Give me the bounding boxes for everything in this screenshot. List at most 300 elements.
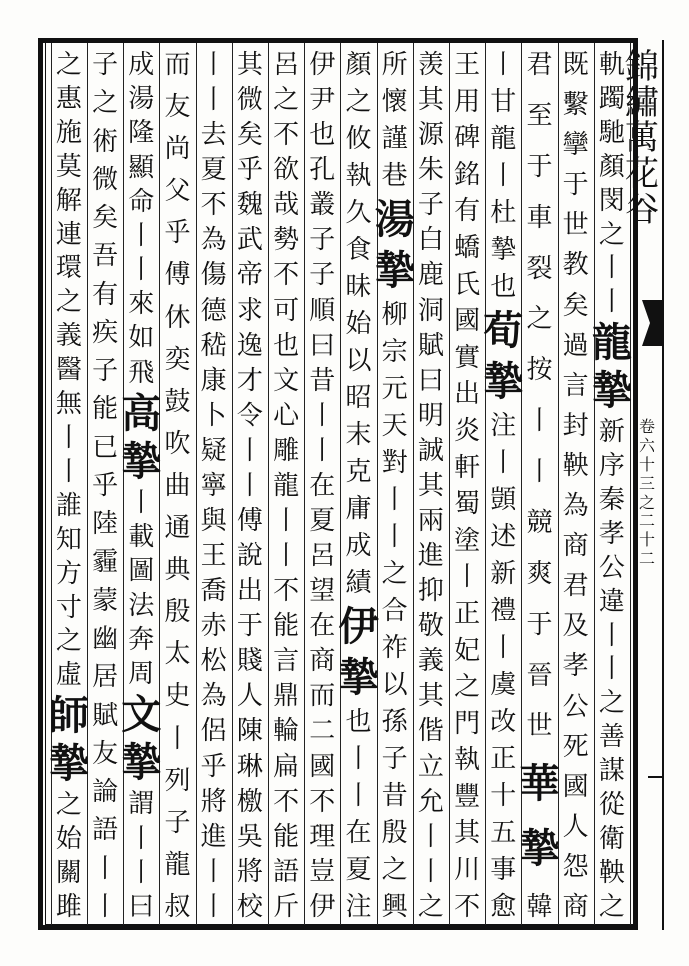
text-char: 商 (562, 891, 589, 922)
heading-char: 摯 (121, 739, 162, 787)
heading-char: 龍 (591, 319, 632, 367)
text-char: 侶 (200, 716, 227, 747)
text-char: 杜 (490, 198, 517, 228)
text-char: 求 (236, 295, 263, 326)
text-char: 為 (200, 681, 227, 712)
text-char: 霾 (92, 547, 119, 578)
text-char: 也 (490, 272, 517, 302)
text-char: 庸 (345, 494, 372, 524)
heading-char: 摯 (121, 437, 162, 485)
text-char: 蟜 (454, 232, 481, 263)
title-char: 谷 (625, 189, 659, 230)
text-char: 丨 (490, 50, 517, 80)
text-char: 心 (273, 400, 300, 431)
text-char: 通 (164, 513, 191, 544)
text-char: 用 (454, 86, 481, 117)
text-char: 違 (598, 586, 625, 617)
text-char: 繫 (562, 90, 589, 121)
text-char: 勢 (273, 225, 300, 256)
text-char: 于 (526, 609, 553, 640)
text-char: 之 (273, 85, 300, 116)
text-char: 新 (490, 559, 517, 589)
text-char: 丨 (526, 406, 553, 437)
text-char: 子 (92, 50, 119, 80)
text-char: 謂 (128, 789, 155, 820)
text-column (46, 52, 92, 920)
text-char: 懷 (381, 87, 408, 117)
text-char: 曰 (128, 891, 155, 922)
volume-label (636, 418, 658, 569)
text-char: 人 (236, 681, 263, 712)
text-char: 傅 (236, 506, 263, 537)
text-char: 太 (164, 639, 191, 670)
text-char: 始 (345, 309, 372, 339)
text-char: 教 (562, 250, 589, 281)
text-char: 來 (128, 289, 155, 320)
text-char: 曲 (164, 470, 191, 501)
text-char: 銘 (454, 159, 481, 190)
heading-char: 荀 (483, 307, 524, 354)
text-char: 改 (490, 707, 517, 737)
text-char: 奔 (128, 624, 155, 655)
text-char: 卜 (200, 400, 227, 431)
text-char: 丨 (273, 541, 300, 572)
text-char: 康 (200, 365, 227, 396)
text-char: 攸 (345, 124, 372, 154)
text-char: 逸 (236, 330, 263, 361)
text-char: 龍 (490, 124, 517, 154)
text-char: 炎 (454, 415, 481, 446)
text-char: 蒙 (92, 585, 119, 616)
text-char: 過 (562, 330, 589, 361)
text-char: 嵇 (200, 330, 227, 361)
text-char: 注 (490, 411, 517, 441)
text-char: 不 (273, 260, 300, 291)
text-char: 語 (92, 815, 119, 846)
volume-char: 二 (638, 511, 655, 531)
text-char: 豈 (309, 856, 336, 887)
text-char: 抑 (417, 576, 444, 607)
text-char: 其 (417, 85, 444, 116)
text-char: 而 (309, 681, 336, 712)
text-char: 殷 (381, 818, 408, 848)
text-char: 乎 (200, 751, 227, 782)
text-char: 躅 (598, 83, 625, 114)
text-char: 環 (55, 253, 82, 284)
text-char: 進 (200, 821, 227, 852)
text-char: 以 (381, 670, 408, 700)
heading-char: 摯 (374, 247, 415, 294)
text-char: 孫 (381, 707, 408, 737)
text-char: 連 (55, 219, 82, 250)
text-char: 望 (309, 576, 336, 607)
text-char: 德 (200, 295, 227, 326)
text-char: 允 (417, 786, 444, 817)
text-char: 顏 (598, 151, 625, 182)
text-char: 賦 (417, 330, 444, 361)
text-char: 兩 (417, 506, 444, 537)
text-char: 誠 (417, 435, 444, 466)
text-char: 松 (200, 646, 227, 677)
text-char: 丨 (164, 723, 191, 754)
text-char: 塗 (454, 525, 481, 556)
text-char: 丨 (490, 633, 517, 663)
text-char: 久 (345, 198, 372, 228)
text-char: 曰 (417, 365, 444, 396)
text-char: 以 (345, 346, 372, 376)
text-char: 軒 (454, 452, 481, 483)
text-char: 不 (273, 120, 300, 151)
text-char: 不 (309, 786, 336, 817)
text-char: 吹 (164, 428, 191, 459)
text-char: 奕 (164, 344, 191, 375)
volume-char: 卷 (638, 417, 655, 436)
text-char: 柳 (381, 300, 408, 330)
heading-char: 師 (48, 692, 89, 740)
text-char: 術 (92, 126, 119, 157)
text-char: 于 (526, 151, 553, 182)
text-char: 理 (309, 821, 336, 852)
text-char: 丨 (454, 562, 481, 593)
text-char: 虛 (55, 660, 82, 691)
text-char: 丨 (598, 620, 625, 651)
volume-char: 三 (638, 473, 655, 493)
text-char: 令 (236, 400, 263, 431)
text-char: 有 (454, 196, 481, 227)
text-char: 競 (526, 507, 553, 538)
text-char: 法 (128, 590, 155, 621)
text-char: 之 (55, 50, 82, 80)
text-char: 丨 (598, 253, 625, 284)
text-char: 昔 (381, 781, 408, 811)
text-char: 至 (526, 100, 553, 131)
text-char: 興 (381, 892, 408, 922)
text-char: 之 (55, 626, 82, 657)
text-char: 誰 (55, 490, 82, 521)
heading-char: 摯 (591, 367, 632, 415)
text-char: 惠 (55, 83, 82, 114)
volume-char: 二 (638, 549, 655, 569)
text-char: 丨 (200, 856, 227, 887)
text-char: 乎 (164, 218, 191, 249)
text-char: 虞 (490, 670, 517, 700)
text-char: 子 (92, 356, 119, 387)
text-char: 丨 (236, 470, 263, 501)
text-char: 乎 (92, 470, 119, 501)
text-char: 川 (454, 855, 481, 886)
text-char: 丨 (55, 456, 82, 487)
text-char: 賤 (236, 646, 263, 677)
text-char: 哉 (273, 190, 300, 221)
text-char: 龍 (164, 849, 191, 880)
text-char: 為 (200, 225, 227, 256)
heading-char: 摯 (48, 740, 89, 788)
text-char: 國 (309, 751, 336, 782)
text-char: 典 (164, 555, 191, 586)
text-char: 寧 (200, 470, 227, 501)
text-char: 爽 (526, 558, 553, 589)
text-char: 源 (417, 120, 444, 151)
text-char: 丨 (92, 853, 119, 884)
text-char: 夏 (345, 855, 372, 885)
text-char: 丨 (381, 485, 408, 515)
text-char: 疑 (200, 435, 227, 466)
text-char: 善 (598, 722, 625, 753)
text-char: 史 (164, 681, 191, 712)
volume-char: 六 (638, 435, 655, 455)
text-char: 矣 (92, 203, 119, 234)
text-char: 喬 (200, 576, 227, 607)
text-char: 居 (92, 662, 119, 693)
text-char: 之 (381, 559, 408, 589)
text-char: 丨 (200, 891, 227, 922)
text-char: 丨 (236, 435, 263, 466)
text-char: 敬 (417, 611, 444, 642)
text-char: 而 (164, 50, 191, 80)
text-char: 不 (200, 190, 227, 221)
text-char: 妃 (454, 635, 481, 666)
heading-char: 摯 (519, 825, 560, 873)
text-char: 解 (55, 185, 82, 216)
text-char: 立 (417, 751, 444, 782)
text-char: 晉 (526, 660, 553, 691)
text-char: 如 (128, 323, 155, 354)
text-char: 已 (92, 432, 119, 463)
text-char: 末 (345, 420, 372, 450)
text-char: 于 (562, 170, 589, 201)
text-char: 列 (164, 765, 191, 796)
text-char: 能 (273, 821, 300, 852)
text-char: 鞅 (598, 857, 625, 888)
text-char: 商 (309, 646, 336, 677)
title-char: 繡 (625, 82, 659, 123)
text-char: 方 (55, 558, 82, 589)
text-char: 馳 (598, 117, 625, 148)
text-char: 世 (562, 210, 589, 241)
text-char: 丨 (417, 821, 444, 852)
text-char: 鹿 (417, 260, 444, 291)
text-char: 丨 (128, 823, 155, 854)
text-char: 微 (92, 164, 119, 195)
text-char: 能 (92, 394, 119, 425)
text-char: 執 (454, 745, 481, 776)
text-char: 昭 (345, 383, 372, 413)
text-char: 扁 (273, 751, 300, 782)
text-char: 丨 (381, 522, 408, 552)
text-char: 丨 (92, 891, 119, 922)
text-char: 進 (417, 541, 444, 572)
text-char: 吳 (236, 821, 263, 852)
text-char: 尹 (309, 85, 336, 116)
text-char: 君 (562, 571, 589, 602)
text-char: 二 (309, 716, 336, 747)
text-char: 子 (309, 260, 336, 291)
text-char: 微 (236, 85, 263, 116)
text-char: 叔 (164, 891, 191, 922)
text-char: 從 (598, 790, 625, 821)
text-char: 執 (345, 161, 372, 191)
text-char: 丨 (128, 220, 155, 251)
text-char: 車 (526, 202, 553, 233)
text-char: 與 (200, 506, 227, 537)
text-char: 門 (454, 708, 481, 739)
text-char: 順 (309, 295, 336, 326)
text-char: 莫 (55, 151, 82, 182)
text-char: 衛 (598, 823, 625, 854)
text-char: 之 (598, 891, 625, 922)
text-char: 食 (345, 235, 372, 265)
text-char: 伊 (309, 50, 336, 80)
text-char: 殷 (164, 597, 191, 628)
text-char: 成 (128, 50, 155, 80)
text-char: 元 (381, 374, 408, 404)
text-char: 丨 (200, 85, 227, 116)
text-char: 無 (55, 389, 82, 420)
text-char: 之 (526, 304, 553, 335)
text-char: 也 (309, 120, 336, 151)
heading-char: 華 (519, 760, 560, 808)
text-char: 雕 (273, 435, 300, 466)
text-char: 曰 (309, 330, 336, 361)
text-char: 命 (128, 186, 155, 217)
text-char: 丨 (490, 161, 517, 191)
text-char: 丨 (526, 457, 553, 487)
text-char: 國 (454, 306, 481, 337)
text-char: 君 (526, 50, 553, 80)
text-char: 斤 (273, 891, 300, 922)
text-char: 顗 (490, 485, 517, 515)
text-char: 丨 (55, 422, 82, 453)
text-char: 友 (164, 92, 191, 123)
text-char: 赤 (200, 611, 227, 642)
text-char: 幽 (92, 623, 119, 654)
text-char: 父 (164, 176, 191, 207)
text-char: 碑 (454, 123, 481, 154)
text-char: 秦 (598, 484, 625, 515)
text-char: 陳 (236, 716, 263, 747)
text-char: 丨 (309, 435, 336, 466)
heading-char: 高 (121, 389, 162, 437)
text-char: 言 (562, 370, 589, 401)
text-char: 明 (417, 400, 444, 431)
text-char: 知 (55, 524, 82, 555)
text-char: 新 (598, 417, 625, 448)
text-char: 天 (381, 411, 408, 441)
text-char: 子 (309, 225, 336, 256)
text-char: 謹 (381, 124, 408, 154)
text-char: 友 (92, 738, 119, 769)
text-char: 之 (55, 790, 82, 821)
text-char: 子 (164, 807, 191, 838)
text-char: 之 (381, 855, 408, 885)
text-char: 文 (273, 365, 300, 396)
text-char: 按 (526, 355, 553, 386)
text-char: 不 (273, 786, 300, 817)
text-char: 昧 (345, 272, 372, 302)
text-char: 隆 (128, 118, 155, 149)
text-char: 朱 (417, 155, 444, 186)
text-char: 王 (200, 541, 227, 572)
text-char: 義 (55, 321, 82, 352)
text-char: 于 (236, 611, 263, 642)
text-char: 飛 (128, 357, 155, 388)
text-char: 子 (417, 190, 444, 221)
text-char: 武 (236, 225, 263, 256)
text-char: 鼎 (273, 681, 300, 712)
text-char: 義 (417, 646, 444, 677)
text-char: 圖 (128, 556, 155, 587)
text-char: 軌 (598, 50, 625, 80)
text-char: 在 (309, 611, 336, 642)
text-char: 十 (490, 781, 517, 811)
volume-char: 十 (638, 530, 655, 550)
title-char: 萬 (625, 118, 659, 159)
text-char: 叢 (309, 190, 336, 221)
text-char: 說 (236, 541, 263, 572)
text-char: 其 (454, 818, 481, 849)
heading-char: 摯 (338, 654, 379, 701)
text-char: 乎 (236, 155, 263, 186)
text-char: 不 (454, 891, 481, 922)
text-char: 輪 (273, 716, 300, 747)
text-char: 實 (454, 342, 481, 373)
text-char: 裂 (526, 253, 553, 284)
text-char: 之 (598, 219, 625, 250)
text-char: 伊 (309, 891, 336, 922)
text-char: 氏 (454, 269, 481, 300)
text-char: 丨 (128, 488, 155, 519)
margin-rule (662, 40, 664, 930)
text-char: 不 (273, 576, 300, 607)
text-char: 將 (200, 786, 227, 817)
text-char: 世 (526, 711, 553, 742)
heading-char: 摯 (483, 358, 524, 405)
text-char: 關 (55, 857, 82, 888)
text-char: 語 (273, 856, 300, 887)
text-char: 丨 (200, 50, 227, 80)
text-char: 克 (345, 457, 372, 487)
text-char: 封 (562, 410, 589, 441)
text-char: 矣 (236, 120, 263, 151)
volume-char: 十 (638, 454, 655, 474)
text-char: 施 (55, 117, 82, 148)
text-char: 傷 (200, 260, 227, 291)
text-char: 在 (345, 818, 372, 848)
text-char: 之 (345, 87, 372, 117)
text-char: 雎 (55, 891, 82, 922)
text-char: 商 (562, 531, 589, 562)
text-char: 能 (273, 611, 300, 642)
text-char: 怨 (562, 851, 589, 882)
text-char: 尚 (164, 134, 191, 165)
text-char: 言 (273, 646, 300, 677)
text-char: 洞 (417, 295, 444, 326)
text-char: 丨 (128, 255, 155, 286)
text-char: 丨 (417, 856, 444, 887)
text-char: 顯 (128, 152, 155, 183)
text-char: 其 (417, 681, 444, 712)
text-char: 丨 (490, 448, 517, 478)
text-char: 事 (490, 855, 517, 885)
text-char: 績 (345, 568, 372, 598)
margin-tick (648, 776, 662, 778)
text-char: 公 (598, 552, 625, 583)
text-char: 鞅 (562, 450, 589, 481)
text-char: 序 (598, 450, 625, 481)
text-char: 琳 (236, 751, 263, 782)
text-char: 對 (381, 448, 408, 478)
text-char: 巷 (381, 161, 408, 191)
